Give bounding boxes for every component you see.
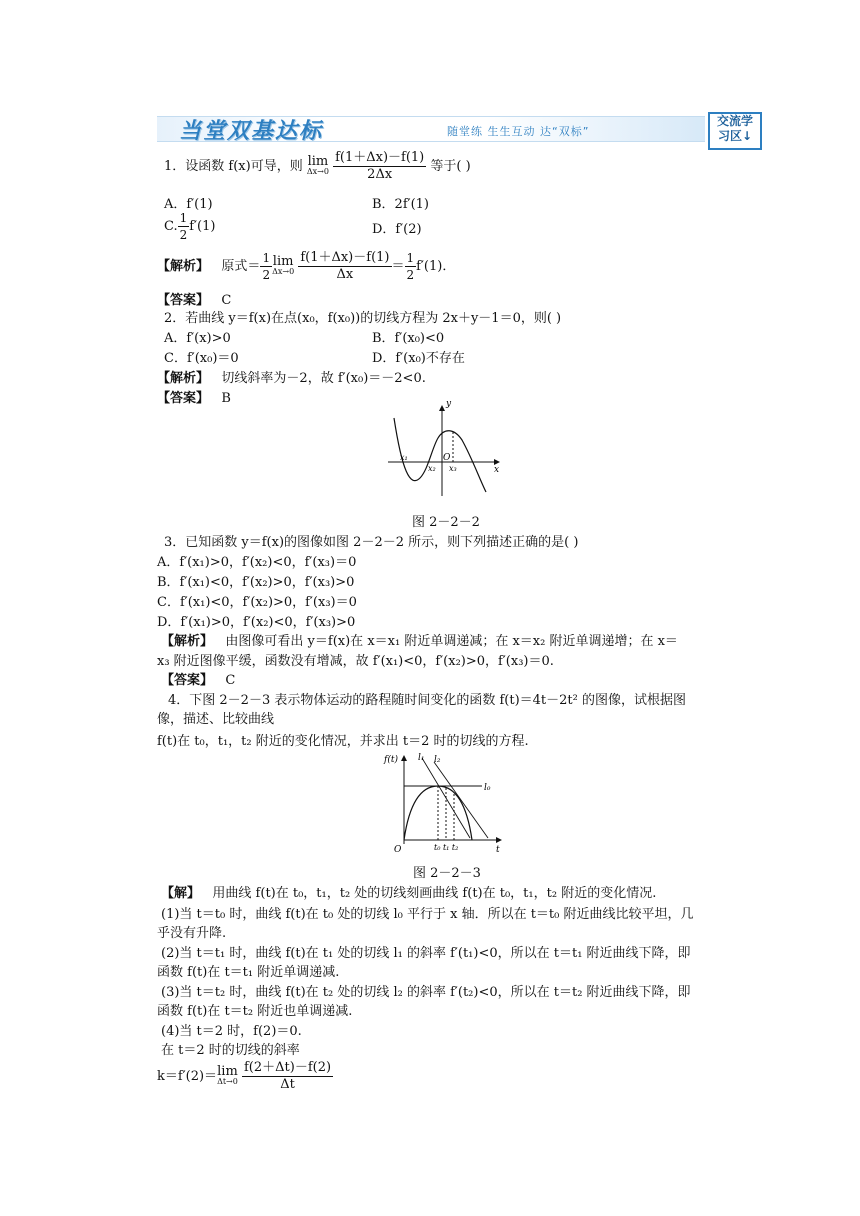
q2-option-c: C．f′(x₀)＝0	[164, 351, 239, 366]
q1-numerator: f(1＋Δx)－f(1)	[335, 150, 425, 165]
q1-fraction	[333, 150, 426, 183]
q1-analysis-a: 原式＝	[221, 259, 261, 274]
q3-option-b: B．f′(x₁)<0，f′(x₂)>0，f′(x₃)>0	[157, 575, 355, 590]
q1-c-post: f′(1)	[189, 219, 216, 234]
q1-stem	[164, 150, 471, 183]
q1-c-fraction	[178, 210, 190, 243]
q1-analysis-num: f(1＋Δx)－f(1)	[300, 250, 390, 265]
q1-denominator: 2Δx	[367, 167, 393, 182]
q3-option-c: C．f′(x₁)<0，f′(x₂)>0，f′(x₃)＝0	[157, 595, 357, 610]
q3-analysis-line2: x₃ 附近图像平缓，函数没有增减，故 f′(x₁)<0，f′(x₂)>0，f′(x₃)＝0.	[157, 654, 554, 669]
analysis-label: 【解析】	[157, 371, 210, 386]
answer-label: 【答案】	[161, 673, 214, 688]
half-num: 1	[262, 251, 271, 265]
exchange-area-link[interactable]	[708, 112, 762, 150]
ft-axis-arrow	[401, 755, 407, 761]
q1-analysis-end: f′(1)．	[416, 259, 456, 274]
fig1-x1-label: x₁	[400, 453, 408, 462]
solution-line1: (1)当 t＝t₀ 时，曲线 f(t)在 t₀ 处的切线 l₀ 平行于 x 轴．所以在 t＝t₀ 附近曲线比较平坦，几	[161, 907, 694, 922]
q3-stem: 3．已知函数 y＝f(x)的图像如图 2－2－2 所示，则下列描述正确的是( )	[164, 535, 579, 550]
solution-line4: 函数 f(t)在 t＝t₁ 附近单调递减.	[157, 965, 340, 980]
q2-analysis	[157, 367, 426, 386]
q1-answer	[157, 289, 231, 308]
figure-2-2-3	[380, 748, 510, 858]
q1-half	[260, 250, 272, 283]
lim: lim	[272, 253, 294, 269]
fig2-l1-label: l₁	[418, 753, 425, 763]
q2-answer	[157, 387, 231, 406]
q1-option-b: B．2f′(1)	[372, 197, 430, 212]
q1-stem-b: 等于( )	[430, 159, 471, 174]
slope-denominator: Δt	[280, 1077, 295, 1092]
solution-label: 【解】	[161, 886, 201, 901]
answer-value: C	[225, 673, 236, 688]
q1-analysis	[157, 250, 455, 283]
analysis-label: 【解析】	[157, 259, 210, 274]
fig2-ft-label: f(t)	[384, 755, 398, 765]
q4-stem-line1: 4．下图 2－2－3 表示物体运动的路程随时间变化的函数 f(t)＝4t－2t² 的图像，试根据图	[168, 693, 686, 708]
slope-limit	[217, 1063, 238, 1087]
function-curve	[394, 418, 486, 492]
q1-analysis-den: Δx	[336, 267, 354, 282]
lim: lim	[217, 1063, 238, 1079]
figure-2-2-2-caption: 图 2－2－2	[412, 515, 480, 530]
banner-box-line1: 交流学	[716, 114, 753, 128]
q4-stem-line3: f(t)在 t₀，t₁，t₂ 附近的变化情况，并求出 t＝2 时的切线的方程.	[157, 734, 529, 749]
lim-sub: Δx→0	[272, 266, 295, 276]
q1-analysis-limit	[272, 253, 295, 277]
fig2-tick-labels: t₀ t₁ t₂	[434, 843, 459, 852]
solution-line5: (3)当 t＝t₂ 时，曲线 f(t)在 t₂ 处的切线 l₂ 的斜率 f′(t₂)<0，所以在 t＝t₂ 附近曲线下降，即	[161, 985, 691, 1000]
slope-prefix: k＝f′(2)＝	[157, 1069, 218, 1084]
q2-option-a: A．f′(x)>0	[164, 331, 231, 346]
equals: ＝	[391, 259, 405, 274]
banner-subtitle: 随堂练 生生互动 达“双标”	[447, 125, 590, 138]
slope-fraction	[242, 1060, 333, 1093]
q4-stem-line2: 像，描述、比较曲线	[157, 712, 275, 727]
half-den: 2	[406, 268, 415, 282]
banner-box-line2: 习区	[717, 129, 742, 143]
figure-2-2-3-caption: 图 2－2－3	[413, 866, 481, 881]
fig1-x2-label: x₂	[428, 464, 436, 473]
q1-option-c	[164, 210, 215, 243]
q1-option-d: D．f′(2)	[372, 222, 422, 237]
fig2-l0-label: l₀	[484, 783, 491, 793]
slope-numerator: f(2＋Δt)－f(2)	[244, 1060, 332, 1075]
lim: lim	[307, 153, 329, 169]
solution-slope-formula	[157, 1060, 333, 1093]
q2-option-b: B．f′(x₀)<0	[372, 331, 445, 346]
q1-c-num: 1	[179, 211, 188, 225]
q1-limit	[306, 153, 329, 177]
answer-value: B	[221, 391, 231, 406]
solution-line2: 乎没有升降.	[157, 926, 227, 941]
down-arrow-icon: ↓	[741, 129, 753, 143]
q3-option-d: D．f′(x₁)>0，f′(x₂)<0，f′(x₃)>0	[157, 615, 356, 630]
section-banner	[157, 108, 767, 146]
analysis-label: 【解析】	[161, 634, 214, 649]
q1-option-a: A．f′(1)	[164, 197, 213, 212]
tangent-l2	[434, 762, 488, 838]
q3-analysis-line1: 由图像可看出 y＝f(x)在 x＝x₁ 附近单调递减；在 x＝x₂ 附近单调递增；在 x＝	[225, 634, 678, 649]
solution-line6: 函数 f(t)在 t＝t₂ 附近也单调递减.	[157, 1004, 353, 1019]
q2-analysis-text: 切线斜率为－2，故 f′(x₀)＝－2<0.	[221, 371, 426, 386]
fig1-y-label: y	[446, 400, 452, 409]
fig1-x3-label: x₃	[449, 464, 457, 473]
solution-line0: 用曲线 f(t)在 t₀，t₁，t₂ 处的切线刻画曲线 f(t)在 t₀，t₁，t₂ 附近的变化情况.	[212, 886, 657, 901]
q1-analysis-fraction	[298, 250, 391, 283]
y-axis-arrow	[439, 405, 445, 411]
solution-line3: (2)当 t＝t₁ 时，曲线 f(t)在 t₁ 处的切线 l₁ 的斜率 f′(t₁)<0，所以在 t＝t₁ 附近曲线下降，即	[161, 946, 691, 961]
q1-c-prefix: C.	[164, 219, 178, 234]
figure-2-2-2	[380, 400, 510, 500]
lim-sub: Δx→0	[306, 166, 329, 176]
q1-c-den: 2	[179, 228, 188, 242]
q3-option-a: A．f′(x₁)>0，f′(x₂)<0，f′(x₃)＝0	[157, 555, 357, 570]
solution-intro	[161, 882, 656, 901]
fig2-t-label: t	[496, 845, 500, 855]
fig2-origin-label: O	[394, 845, 402, 855]
t-axis-arrow	[496, 837, 502, 843]
q1-stem-a: 1．设函数 f(x)可导，则	[164, 159, 303, 174]
q2-stem: 2．若曲线 y＝f(x)在点(x₀，f(x₀))的切线方程为 2x＋y－1＝0，则( )	[164, 311, 562, 326]
solution-line8: 在 t＝2 时的切线的斜率	[161, 1043, 300, 1058]
lim-sub: Δt→0	[217, 1076, 238, 1086]
half-num: 1	[406, 251, 415, 265]
half-den: 2	[262, 268, 271, 282]
q2-option-d: D．f′(x₀)不存在	[372, 351, 465, 366]
q3-analysis	[161, 630, 678, 649]
q3-answer	[161, 669, 235, 688]
answer-value: C	[221, 293, 232, 308]
answer-label: 【答案】	[157, 391, 210, 406]
fig1-x-label: x	[494, 465, 500, 475]
banner-title: 当堂双基达标	[179, 119, 324, 144]
q1-half-2	[405, 250, 417, 283]
fig2-l2-label: l₂	[434, 755, 441, 765]
answer-label: 【答案】	[157, 293, 210, 308]
fig1-origin-label: O	[443, 453, 451, 463]
solution-line7: (4)当 t＝2 时，f(2)＝0.	[161, 1024, 302, 1039]
